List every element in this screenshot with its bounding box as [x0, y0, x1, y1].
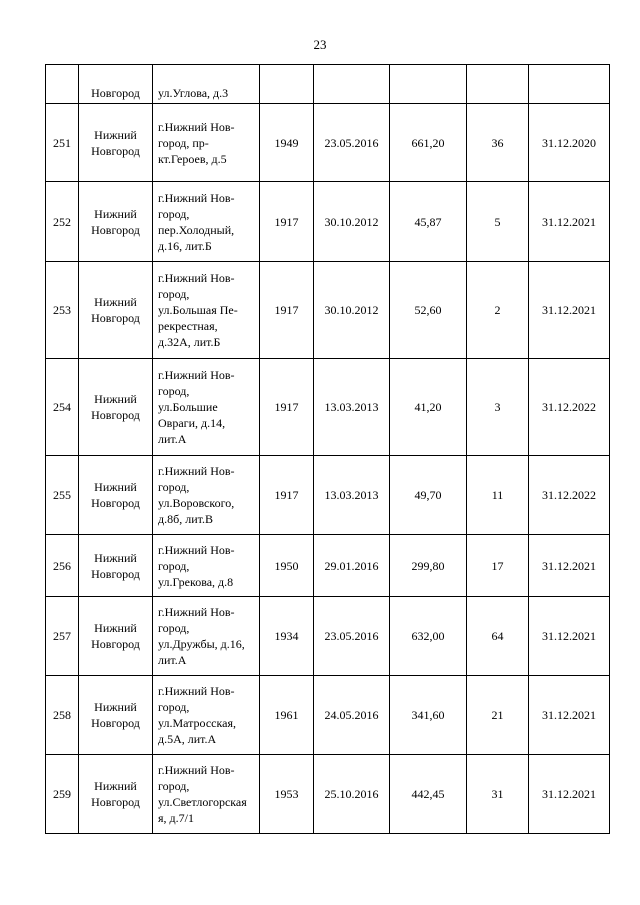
address-cell: г.Нижний Нов- город, ул.Воровского, д.8б, лит.В [153, 456, 260, 535]
table-row [46, 359, 610, 456]
count-cell: 17 [467, 535, 529, 597]
year-cell: 1934 [260, 597, 314, 676]
row-number-cell: 252 [46, 182, 79, 262]
area-cell: 41,20 [390, 359, 467, 456]
row-number-cell [46, 65, 79, 104]
deadline-cell: 31.12.2021 [529, 535, 610, 597]
date-cell: 13.03.2013 [314, 359, 390, 456]
count-cell: 11 [467, 456, 529, 535]
year-cell: 1953 [260, 755, 314, 834]
city-cell: Нижний Новгород [79, 755, 153, 834]
row-number-cell: 254 [46, 359, 79, 456]
city-cell: Нижний Новгород [79, 359, 153, 456]
date-cell: 30.10.2012 [314, 262, 390, 359]
deadline-cell: 31.12.2021 [529, 262, 610, 359]
area-cell [390, 65, 467, 104]
area-cell: 341,60 [390, 676, 467, 755]
year-cell: 1917 [260, 359, 314, 456]
year-cell: 1961 [260, 676, 314, 755]
year-cell: 1917 [260, 182, 314, 262]
year-cell: 1949 [260, 104, 314, 182]
count-cell: 21 [467, 676, 529, 755]
city-cell: Новгород [79, 65, 153, 104]
city-cell: Нижний Новгород [79, 535, 153, 597]
count-cell [467, 65, 529, 104]
deadline-cell: 31.12.2022 [529, 456, 610, 535]
count-cell: 36 [467, 104, 529, 182]
row-number-cell: 251 [46, 104, 79, 182]
date-cell: 13.03.2013 [314, 456, 390, 535]
date-cell: 23.05.2016 [314, 597, 390, 676]
address-cell: г.Нижний Нов- город, ул.Грекова, д.8 [153, 535, 260, 597]
deadline-cell: 31.12.2021 [529, 676, 610, 755]
table-row [46, 456, 610, 535]
deadline-cell: 31.12.2021 [529, 597, 610, 676]
area-cell: 45,87 [390, 182, 467, 262]
deadline-cell: 31.12.2020 [529, 104, 610, 182]
year-cell: 1950 [260, 535, 314, 597]
row-number-cell: 259 [46, 755, 79, 834]
date-cell: 24.05.2016 [314, 676, 390, 755]
address-cell: г.Нижний Нов- город, ул.Матросская, д.5А, лит.А [153, 676, 260, 755]
row-number-cell: 257 [46, 597, 79, 676]
count-cell: 64 [467, 597, 529, 676]
city-cell: Нижний Новгород [79, 597, 153, 676]
area-cell: 442,45 [390, 755, 467, 834]
city-cell: Нижний Новгород [79, 182, 153, 262]
address-cell: г.Нижний Нов- город, ул.Дружбы, д.16, лит.А [153, 597, 260, 676]
date-cell: 30.10.2012 [314, 182, 390, 262]
page-number: 23 [313, 37, 327, 52]
row-number-cell: 258 [46, 676, 79, 755]
table-row [46, 597, 610, 676]
area-cell: 661,20 [390, 104, 467, 182]
date-cell [314, 65, 390, 104]
city-cell: Нижний Новгород [79, 104, 153, 182]
count-cell: 31 [467, 755, 529, 834]
count-cell: 5 [467, 182, 529, 262]
deadline-cell: 31.12.2022 [529, 359, 610, 456]
date-cell: 29.01.2016 [314, 535, 390, 597]
table-row [46, 676, 610, 755]
table-row [46, 182, 610, 262]
address-cell: ул.Углова, д.3 [153, 65, 260, 104]
date-cell: 23.05.2016 [314, 104, 390, 182]
table-row [46, 755, 610, 834]
address-cell: г.Нижний Нов- город, ул.Большая Пе- рекрестная, д.32А, лит.Б [153, 262, 260, 359]
address-cell: г.Нижний Нов- город, пер.Холодный, д.16, лит.Б [153, 182, 260, 262]
area-cell: 299,80 [390, 535, 467, 597]
deadline-cell: 31.12.2021 [529, 182, 610, 262]
registry-table [45, 64, 610, 834]
table-row [46, 535, 610, 597]
row-number-cell: 256 [46, 535, 79, 597]
city-cell: Нижний Новгород [79, 456, 153, 535]
count-cell: 3 [467, 359, 529, 456]
table-row [46, 104, 610, 182]
deadline-cell: 31.12.2021 [529, 755, 610, 834]
continued-row [46, 65, 610, 104]
deadline-cell [529, 65, 610, 104]
count-cell: 2 [467, 262, 529, 359]
area-cell: 632,00 [390, 597, 467, 676]
row-number-cell: 255 [46, 456, 79, 535]
date-cell: 25.10.2016 [314, 755, 390, 834]
year-cell: 1917 [260, 456, 314, 535]
year-cell [260, 65, 314, 104]
row-number-cell: 253 [46, 262, 79, 359]
area-cell: 49,70 [390, 456, 467, 535]
area-cell: 52,60 [390, 262, 467, 359]
year-cell: 1917 [260, 262, 314, 359]
city-cell: Нижний Новгород [79, 262, 153, 359]
table-row [46, 262, 610, 359]
address-cell: г.Нижний Нов- город, ул.Большие Овраги, д.14, лит.А [153, 359, 260, 456]
city-cell: Нижний Новгород [79, 676, 153, 755]
address-cell: г.Нижний Нов- город, пр- кт.Героев, д.5 [153, 104, 260, 182]
address-cell: г.Нижний Нов- город, ул.Светлогорская я, д.7/1 [153, 755, 260, 834]
